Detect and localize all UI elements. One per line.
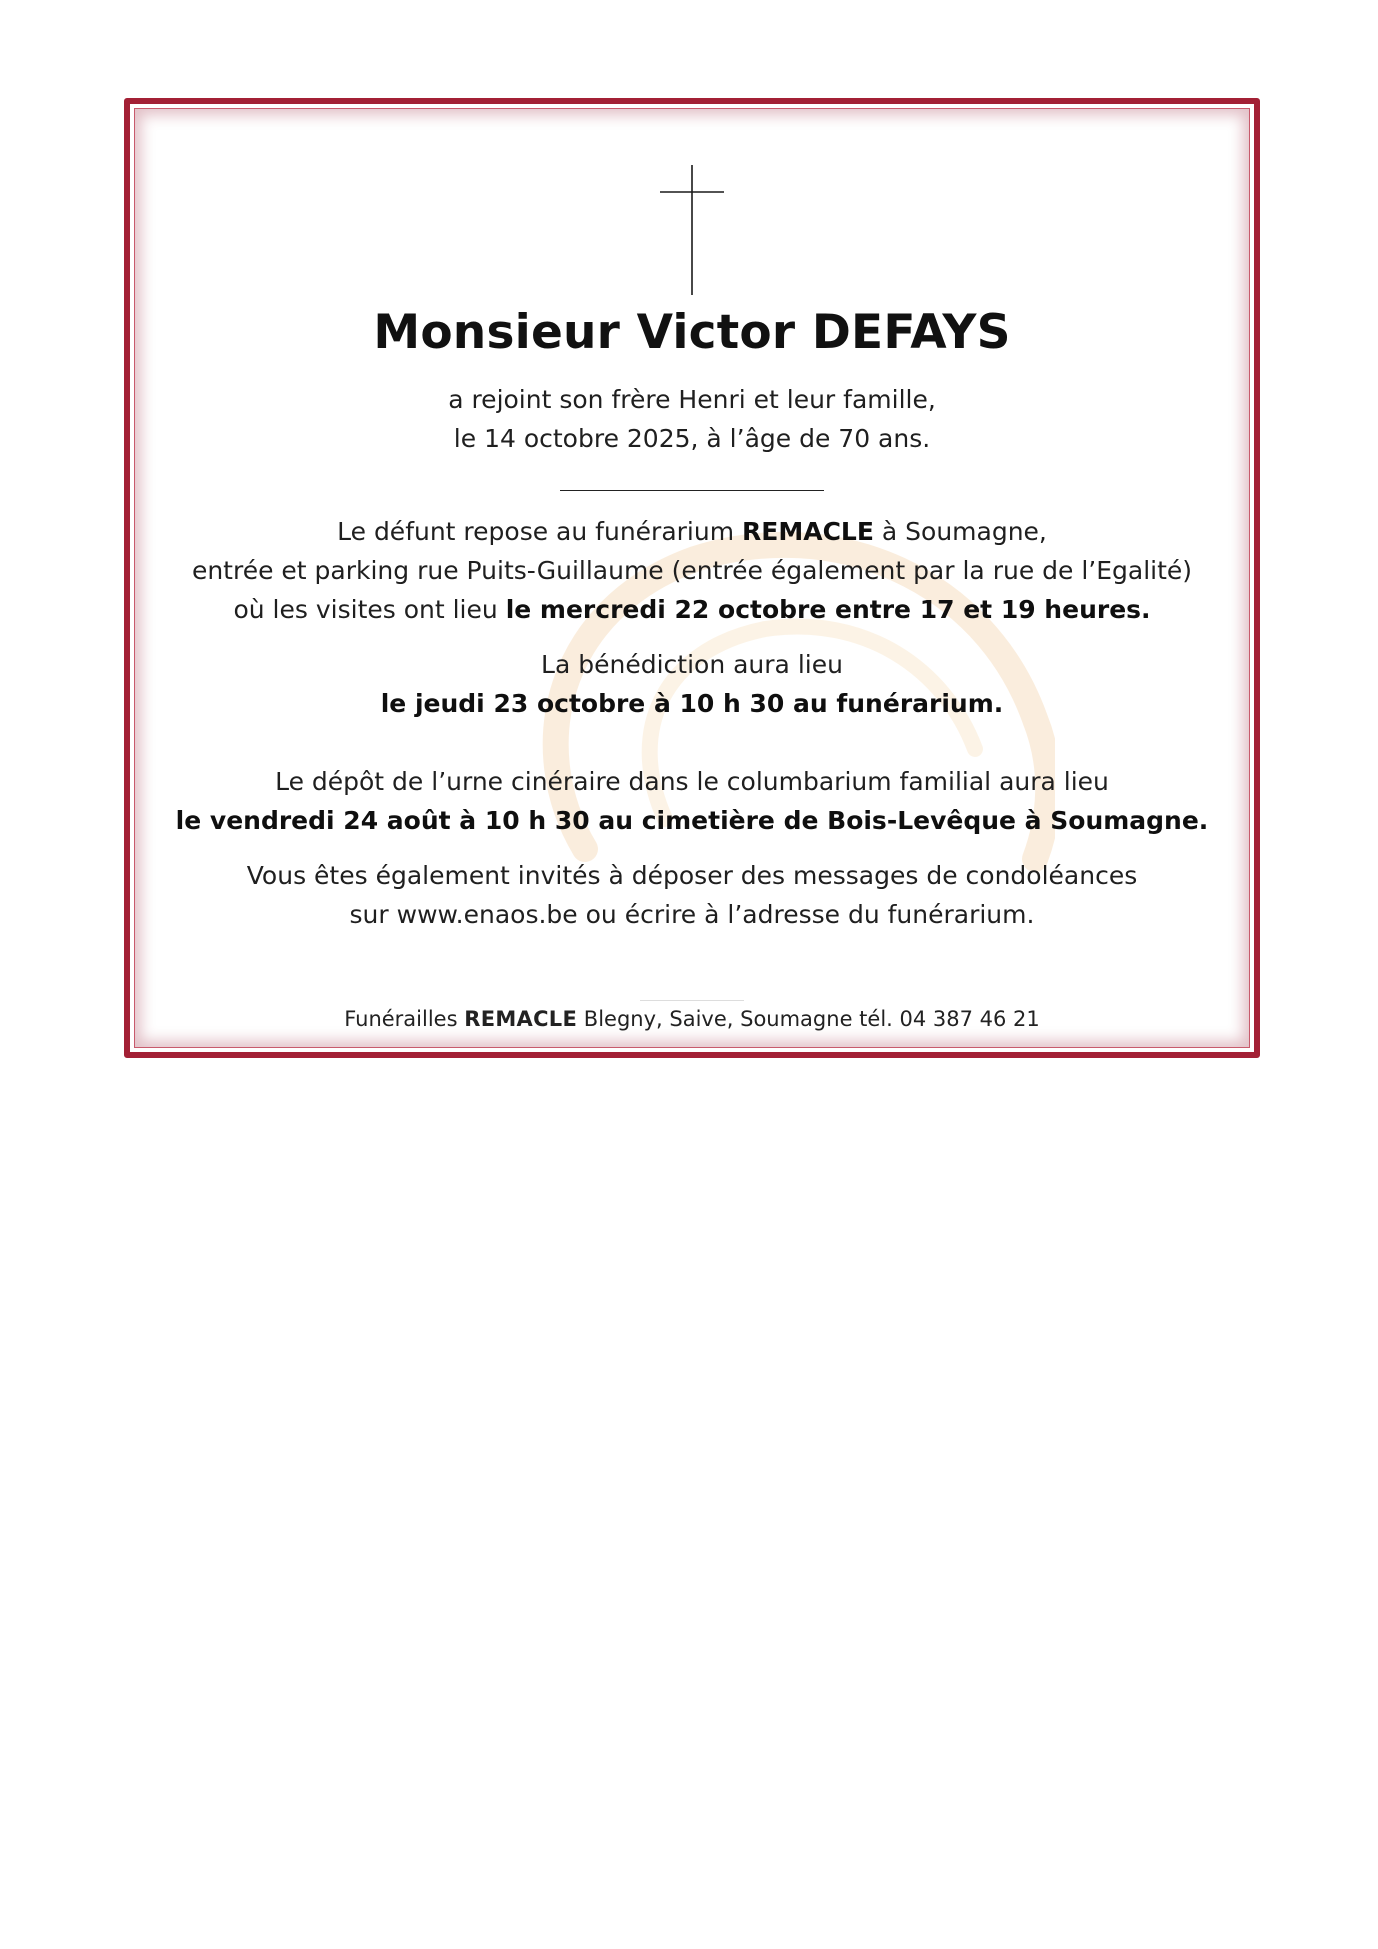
- latin-cross-icon: [660, 165, 724, 295]
- blessing-line-2: [135, 689, 1249, 719]
- visits-prefix: où les visites ont lieu: [233, 595, 506, 624]
- condolence-line-2: sur www.enaos.be ou écrire à l’adresse du funérarium.: [349, 900, 1035, 929]
- rest-place-line: [135, 517, 1249, 547]
- intro-line-2: le 14 octobre 2025, à l’âge de 70 ans.: [453, 424, 931, 453]
- rest-place-suffix: à Soumagne,: [873, 517, 1047, 546]
- obituary-card: [124, 98, 1260, 1058]
- condolence-line-1: Vous êtes également invités à déposer des messages de condoléances: [246, 861, 1138, 890]
- visits-schedule: le mercredi 22 octobre entre 17 et 19 heures.: [505, 595, 1151, 624]
- footer-brand: REMACLE: [464, 1007, 578, 1031]
- intro-line-1: a rejoint son frère Henri et leur famille,: [448, 385, 936, 414]
- funeral-home-brand: REMACLE: [742, 517, 874, 546]
- blessing-schedule: le jeudi 23 octobre à 10 h 30 au funérarium.: [380, 689, 1004, 718]
- footer-contact: [135, 1007, 1249, 1031]
- urn-line-1: Le dépôt de l’urne cinéraire dans le columbarium familial aura lieu: [275, 767, 1109, 796]
- blessing-line-1: La bénédiction aura lieu: [541, 650, 843, 679]
- footer-prefix: Funérailles: [344, 1007, 465, 1031]
- footer-suffix: Blegny, Saive, Soumagne tél. 04 387 46 21: [577, 1007, 1040, 1031]
- footer-divider: [640, 1000, 744, 1001]
- visits-line: [135, 595, 1249, 625]
- entry-parking-line: entrée et parking rue Puits-Guillaume (entrée également par la rue de l’Egalité): [191, 556, 1193, 585]
- section-divider: [560, 490, 824, 491]
- rest-place-prefix: Le défunt repose au funérarium: [337, 517, 743, 546]
- deceased-name: Monsieur Victor DEFAYS: [373, 305, 1011, 360]
- card-inner-frame: [134, 108, 1250, 1048]
- urn-line-2: [135, 806, 1249, 836]
- urn-schedule: le vendredi 24 août à 10 h 30 au cimetière de Bois-Levêque à Soumagne.: [175, 806, 1209, 835]
